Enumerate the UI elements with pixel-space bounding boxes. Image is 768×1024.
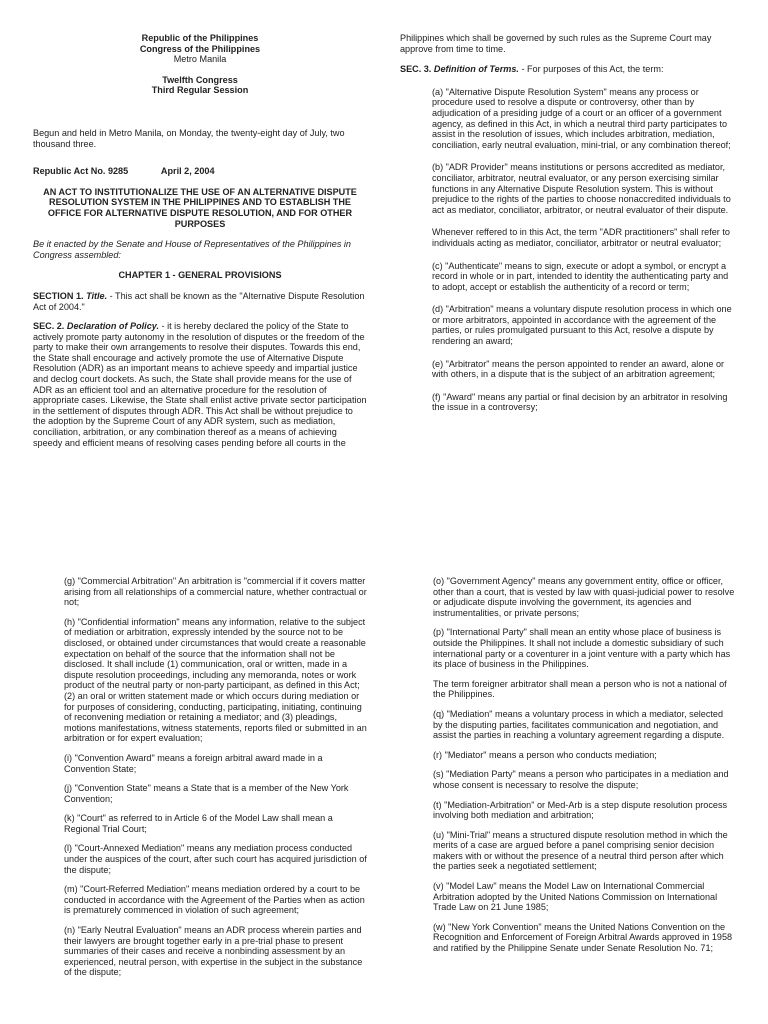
sec2-title: Declaration of Policy.: [66, 321, 160, 332]
continuation-paragraph: Philippines which shall be governed by such rules as the Supreme Court may approve from time to time.: [400, 33, 712, 54]
sec3-title: Definition of Terms.: [433, 64, 519, 75]
definition-adr-practitioners: Whenever reffered to in this Act, the term "ADR practitioners" shall refer to individuals acting as mediator, conciliator, arbitrator or neutral evaluator;: [432, 227, 730, 248]
definition-foreign-arbitrator: The term foreigner arbitrator shall mean a person who is not a national of the Philippines.: [433, 678, 727, 700]
definition-b: (b) "ADR Provider" means institutions or persons accredited as mediator, conciliator, arbitrator, neutral evaluator, or any person exercising similar functions in any Alternative Dispute Resolution system. This is without prejudice to the rights of the parties to choose nonaccredited individuals to act as mediator, conciliator, arbitrator, or neutral evaluator of their dispute.: [432, 162, 731, 215]
sec1-text: - This act shall be known as the "Alternative Dispute Resolution Act of 2004.": [33, 290, 365, 312]
definition-l: (l) "Court-Annexed Mediation" means any mediation process conducted under the auspices of the court, after such court has acquired jurisdiction of the dispute;: [64, 843, 367, 875]
definition-e: (e) "Arbitrator" means the person appointed to render an award, alone or with others, in a dispute that is the subject of an arbitration agreement;: [432, 358, 725, 380]
definition-n: (n) "Early Neutral Evaluation" means an ADR process wherein parties and their lawyers are brought together early in a pre-trial phase to present summaries of their cases and receive a nonbinding assessment by an experienced, neutral person, with expertise in the subject in the substance of the dispute;: [64, 925, 363, 978]
top-left-column: [33, 33, 367, 457]
bottom-right-column: [433, 576, 735, 1024]
sec2-label: SEC. 2.: [33, 321, 65, 332]
section-2: [33, 321, 367, 448]
ra-line: [33, 166, 367, 177]
bottom-left-column: [64, 576, 368, 1024]
header-session: Third Regular Session: [151, 85, 249, 96]
definition-c: (c) "Authenticate" means to sign, execute or adopt a symbol, or encrypt a record in whole or in part, intended to identity the authenticating party and to adopt, accept or establish the authenticity of a record or term;: [432, 260, 729, 292]
header-republic: Republic of the Philippines: [141, 33, 259, 43]
definition-v: (v) "Model Law" means the Model Law on International Commercial Arbitration adopted by the United Nations Commission on International Trade Law on 21 June 1985;: [433, 881, 718, 913]
ra-date: April 2, 2004: [160, 166, 215, 177]
header-twelfth-congress: Twelfth Congress: [162, 74, 238, 85]
definition-t: (t) "Mediation-Arbitration" or Med-Arb is a step dispute resolution process involving both mediation and arbitration;: [433, 799, 728, 821]
definition-p: (p) "International Party" shall mean an entity whose place of business is outside the Philippines. It shall not include a domestic subsidiary of such international party or a coventurer in a joint venture with a party which has its place of business in the Philippines.: [433, 627, 731, 670]
definition-k: (k) "Court" as referred to in Article 6 of the Model Law shall mean a Regional Trial Court;: [64, 813, 333, 834]
chapter-heading: CHAPTER 1 - GENERAL PROVISIONS: [118, 270, 282, 281]
header-congress: Congress of the Philippines: [139, 43, 261, 54]
definition-h: (h) "Confidential information" means any information, relative to the subject of mediation or arbitration, expressly intended by the source not to be disclosed, or obtained under circumstances that would create a reasonable expectation on behalf of the source that the information shall not be disclosed. It shall include (1) communication, oral or written, made in a dispute resolution proceedings, including any memoranda, notes or work product of the neutral party or non-party participant, as defined in this Act; (2) an oral or written statement made or which occurs during mediation or for purposes of considering, conducting, participating, initiating, continuing of reconvening mediation or retaining a mediator; and (3) pleadings, motions manifestations, witness statements, reports filed or submitted in an arbitration or for expert evaluation;: [64, 616, 367, 744]
definition-u: (u) "Mini-Trial" means a structured dispute resolution method in which the merits of a case are argued before a panel comprising senior decision makers with or without the presence of a neutral third person after which the parties seek a negotiated settlement;: [433, 829, 728, 872]
sec3-text: - For purposes of this Act, the term:: [518, 64, 664, 75]
act-title: AN ACT TO INSTITUTIONALIZE THE USE OF AN ALTERNATIVE DISPUTE RESOLUTION SYSTEM IN THE PHILIPPINES AND TO ESTABLISH THE OFFICE FOR ALTERNATIVE DISPUTE RESOLUTION, AND FOR OTHER PURPOSES: [43, 186, 357, 229]
top-right-column: [400, 33, 734, 422]
definition-d: (d) "Arbitration" means a voluntary dispute resolution process in which one or more arbitrators, appointed in accordance with the agreement of the parties, or rules promulgated pursuant to this Act, resolve a dispute by rendering an award;: [432, 304, 732, 347]
section-1: [33, 291, 367, 312]
sec2-text: - it is hereby declared the policy of the State to actively promote party autonomy in the resolution of disputes or the freedom of the party to make their own arrangements to resolve their disputes. Towards this end, the State shall encourage and actively promote the use of Alternative Dispute Resolution (ADR) as an important means to achieve speedy and impartial justice and declog court dockets. As such, the State shall provide means for the use of ADR as an efficient tool and an alternative procedure for the resolution of appropriate cases. Likewise, the State shall enlist active private sector participation in the settlement of disputes through ADR. This Act shall be without prejudice to the adoption by the Supreme Court of any ADR system, such as mediation, conciliation, arbitration, or any combination thereof as a means of achieving speedy and efficient means of resolving cases pending before all courts in the: [33, 321, 367, 448]
definition-g: (g) "Commercial Arbitration" An arbitration is "commercial if it covers matter arising from all relationships of a commercial nature, whether contractual or not;: [64, 576, 367, 608]
definitions-a-f: [400, 87, 734, 413]
ra-number: Republic Act No. 9285: [33, 166, 129, 177]
sec1-title: Title.: [86, 290, 108, 301]
definition-q: (q) "Mediation" means a voluntary process in which a mediator, selected by the disputing parties, facilitates communication and negotiation, and assist the parties in reaching a voluntary agreement regarding a dispute.: [433, 708, 725, 741]
definition-m: (m) "Court-Referred Mediation" means mediation ordered by a court to be conducted in accordance with the Agreement of the Parties when as action is prematurely commenced in violation of such agreement;: [64, 884, 365, 916]
definition-i: (i) "Convention Award" means a foreign arbitral award made in a Convention State;: [64, 752, 323, 774]
enacting-clause: Be it enacted by the Senate and House of Representatives of the Philippines in Congress assembled:: [33, 239, 351, 260]
definition-s: (s) "Mediation Party" means a person who participates in a mediation and whose consent is necessary to resolve the dispute;: [433, 769, 729, 790]
definition-w: (w) "New York Convention" means the United Nations Convention on the Recognition and Enforcement of Foreign Arbitral Awards approved in 1958 and ratified by the Philippine Senate under Senate Resolution No. 71;: [433, 921, 733, 954]
definition-r: (r) "Mediator" means a person who conducts mediation;: [433, 749, 657, 760]
begun-paragraph: Begun and held in Metro Manila, on Monday, the twenty-eight day of July, two thousand three.: [33, 127, 345, 149]
sec3-label: SEC. 3.: [400, 64, 432, 75]
definition-f: (f) "Award" means any partial or final decision by an arbitrator in resolving the issue in a controversy;: [432, 391, 728, 413]
sec1-label: SECTION 1.: [33, 290, 84, 301]
section-3: [400, 64, 734, 75]
definition-a: (a) "Alternative Dispute Resolution System" means any process or procedure used to resolve a dispute or controversy, other than by adjudication of a presiding judge of a court or an officer of a government agency, as defined in this Act, in which a neutral third party participates to assist in the resolution of issues, which includes arbitration, mediation, conciliation, early neutral evaluation, mini-trial, or any combination thereof;: [432, 86, 731, 150]
header-metro-manila: Metro Manila: [173, 54, 227, 65]
definition-j: (j) "Convention State" means a State that is a member of the New York Convention;: [64, 783, 349, 804]
definition-o: (o) "Government Agency" means any government entity, office or officer, other than a court, that is vested by law with quasi-judicial power to resolve or adjudicate dispute involving the government, its agencies and instrumentalities, or private persons;: [433, 576, 735, 618]
